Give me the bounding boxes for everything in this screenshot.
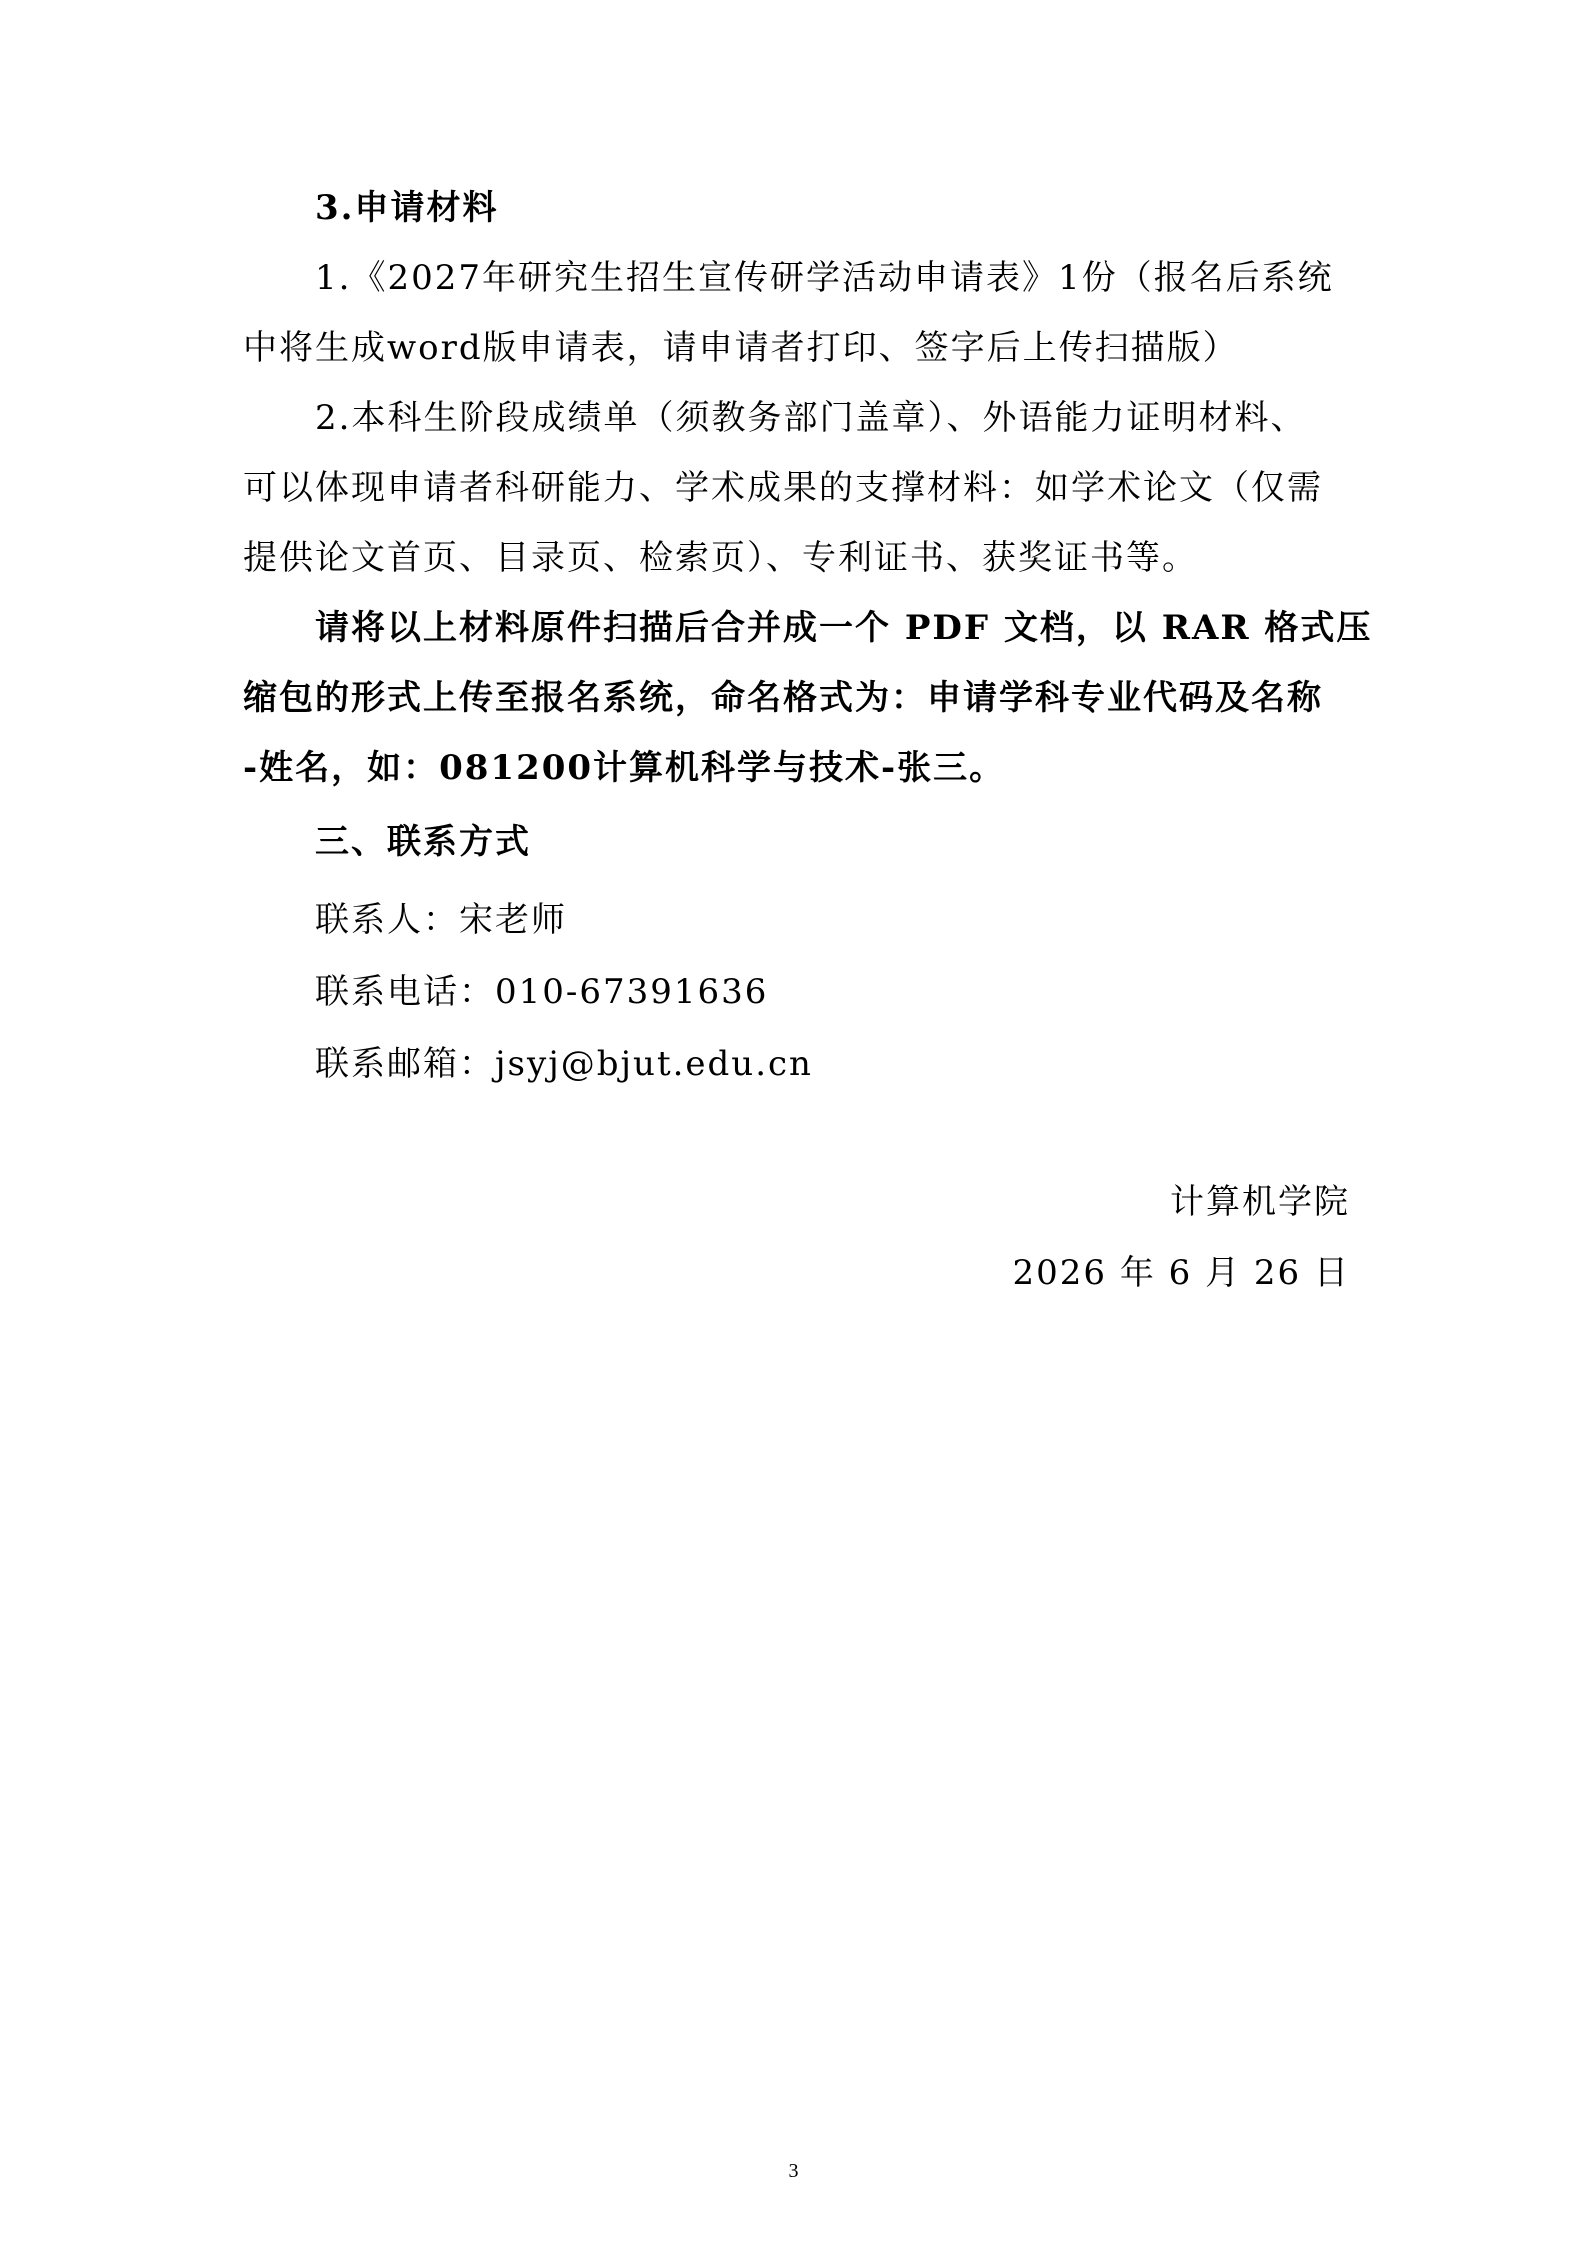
notice-line-1: 请将以上材料原件扫描后合并成一个 PDF 文档，以 RAR 格式压	[315, 608, 1373, 648]
contact-email: 联系邮箱：jsyj@bjut.edu.cn	[315, 1044, 813, 1084]
contact-phone: 联系电话：010-67391636	[315, 972, 769, 1012]
contact-person: 联系人：宋老师	[315, 900, 567, 940]
contact-heading: 三、联系方式	[315, 822, 531, 862]
signature-org: 计算机学院	[1170, 1182, 1350, 1222]
page-number: 3	[788, 2160, 799, 2182]
signature-date: 2026 年 6 月 26 日	[1012, 1253, 1350, 1293]
section-heading: 3.申请材料	[315, 188, 499, 228]
materials-item-2-line-2: 可以体现申请者科研能力、学术成果的支撑材料：如学术论文（仅需	[243, 468, 1323, 508]
materials-item-1-line-1: 1.《2027年研究生招生宣传研学活动申请表》1份（报名后系统	[315, 258, 1334, 298]
notice-line-2: 缩包的形式上传至报名系统，命名格式为：申请学科专业代码及名称	[243, 678, 1323, 718]
materials-item-2-line-1: 2.本科生阶段成绩单（须教务部门盖章）、外语能力证明材料、	[315, 398, 1307, 438]
materials-item-2-line-3: 提供论文首页、目录页、检索页）、专利证书、获奖证书等。	[243, 538, 1198, 578]
notice-line-3: -姓名，如：081200计算机科学与技术-张三。	[243, 748, 1006, 788]
materials-item-1-line-2: 中将生成word版申请表，请申请者打印、签字后上传扫描版）	[243, 328, 1239, 368]
